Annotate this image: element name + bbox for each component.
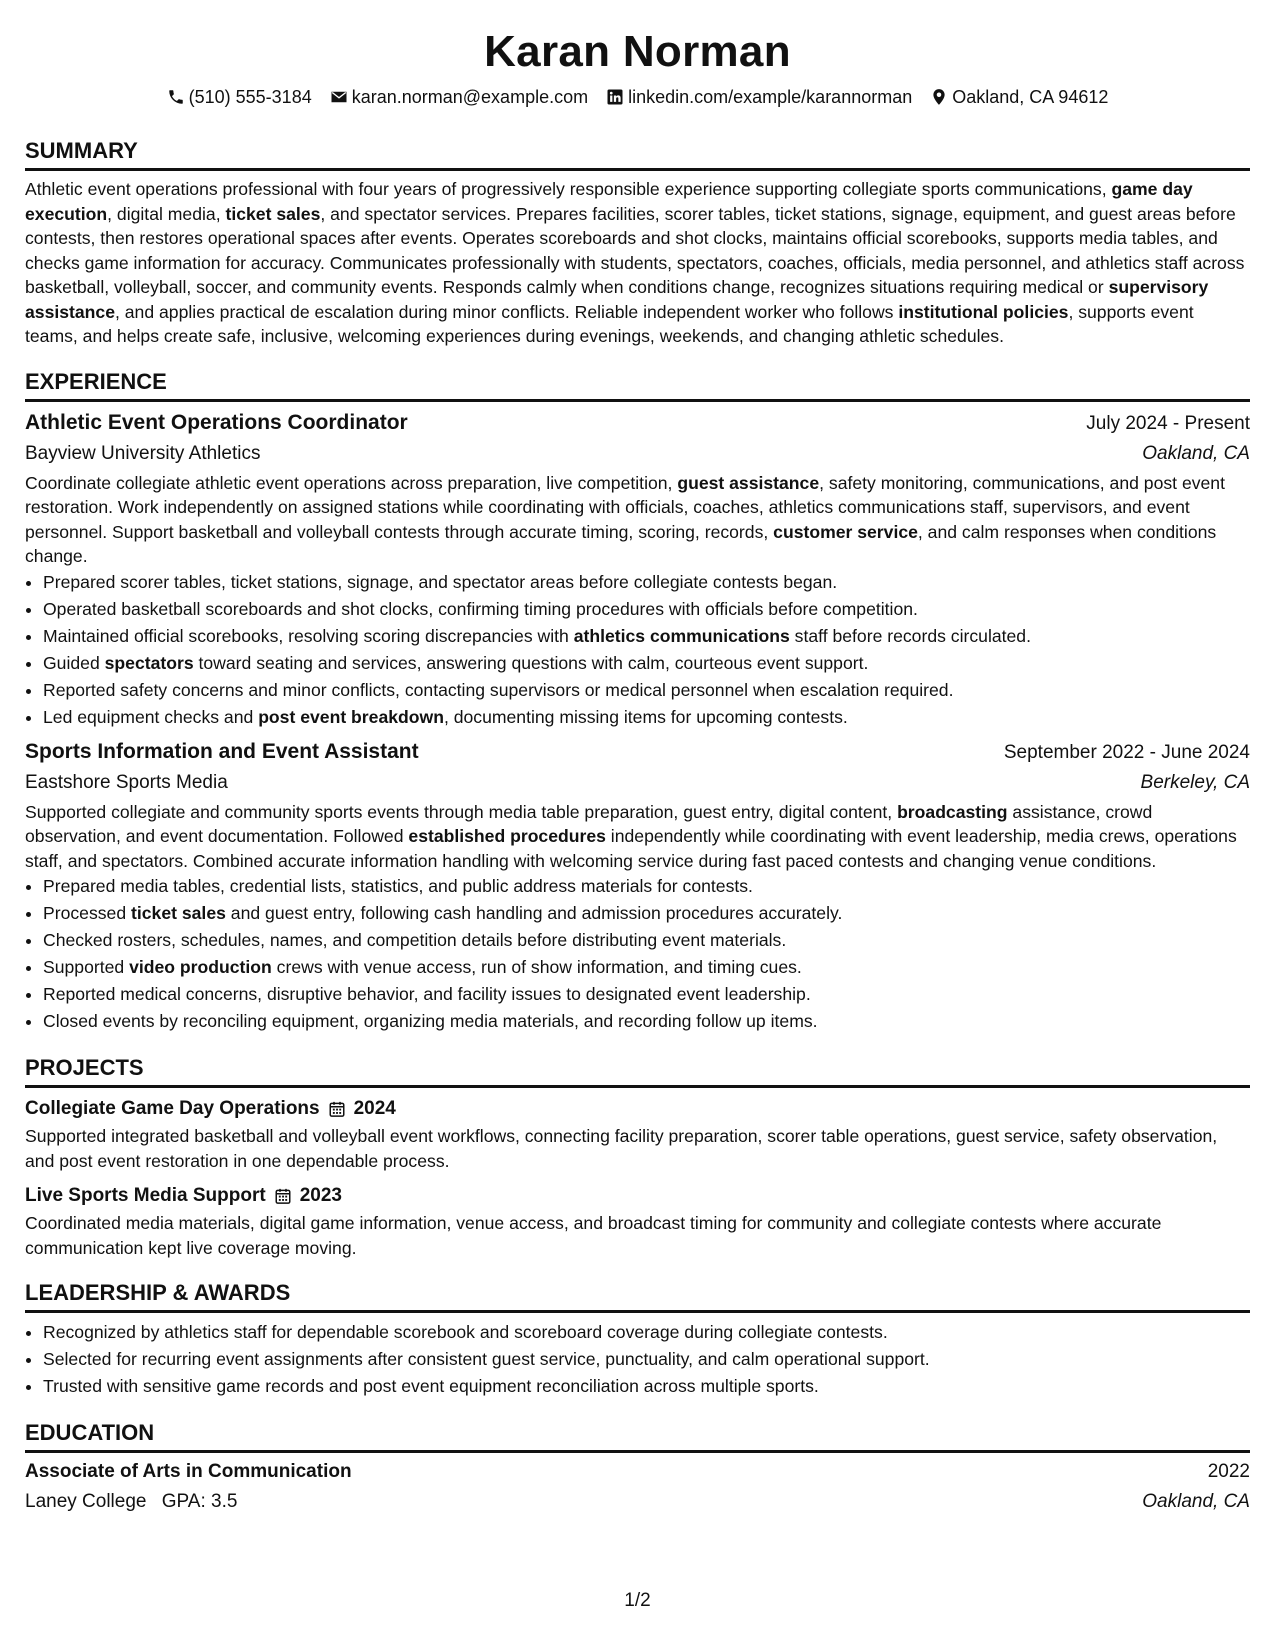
project-entry-1	[25, 1094, 1250, 1173]
list-item: • Guided spectators toward seating and services, answering questions with calm, courteous event support.	[43, 650, 1250, 677]
education-year: 2022	[1207, 1461, 1250, 1482]
education-heading: EDUCATION	[25, 1420, 1250, 1453]
summary-heading: SUMMARY	[25, 138, 1250, 171]
resume-page	[25, 18, 1250, 1517]
list-item: • Reported medical concerns, disruptive behavior, and facility issues to designated event leadership.	[43, 981, 1250, 1008]
phone-icon	[167, 88, 185, 106]
summary-text: Athletic event operations professional with four years of progressively responsible experience supporting collegiate sports communications, game day execution, digital media, ticket sales, and spectator services. Prepares facilities, scorer tables, ticket stations, signage, equipment, and guest areas before contests, then restores operational spaces after events. Operates scoreboards and shot clocks, maintains official scorebooks, supports media tables, and checks game information for accuracy. Communicates professionally with students, spectators, coaches, officials, media personnel, and athletics staff across basketball, volleyball, soccer, and community events. Responds calmly when conditions change, recognizes situations requiring medical or supervisory assistance, and applies practical de escalation during minor conflicts. Reliable independent worker who follows institutional policies, supports event teams, and helps create safe, inclusive, welcoming experiences during evenings, weekends, and changing athletic schedules.	[25, 179, 1245, 346]
bold-keyword: guest assistance	[677, 472, 820, 493]
project-title: Collegiate Game Day Operations	[25, 1098, 320, 1119]
job-bullets	[25, 569, 1250, 731]
location-pin-icon	[930, 88, 948, 106]
experience-entry-1	[25, 408, 1250, 731]
calendar-icon	[328, 1100, 346, 1118]
experience-entry-2	[25, 737, 1250, 1036]
bold-keyword: supervisory assistance	[25, 277, 1209, 322]
list-item: • Trusted with sensitive game records and post event equipment reconciliation across multiple sports.	[43, 1373, 1250, 1400]
bold-keyword: game day execution	[25, 179, 1193, 224]
list-item: • Reported safety concerns and minor conflicts, contacting supervisors or medical personnel when escalation required.	[43, 677, 1250, 704]
contact-email[interactable]	[330, 86, 588, 108]
job-location: Oakland, CA	[1142, 442, 1250, 464]
list-item: • Selected for recurring event assignments after consistent guest service, punctuality, and calm operational support.	[43, 1346, 1250, 1373]
contact-linkedin[interactable]	[606, 86, 912, 108]
bold-keyword: ticket sales	[131, 903, 226, 923]
school-name: Laney College	[25, 1491, 147, 1512]
bold-keyword: video production	[129, 957, 272, 977]
experience-heading: EXPERIENCE	[25, 369, 1250, 402]
contact-linkedin-text: linkedin.com/example/karannorman	[628, 87, 913, 107]
bold-keyword: customer service	[773, 521, 918, 542]
leadership-heading: LEADERSHIP & AWARDS	[25, 1280, 1250, 1313]
contact-phone-text: (510) 555-3184	[188, 87, 312, 107]
list-item: • Led equipment checks and post event breakdown, documenting missing items for upcoming contests.	[43, 704, 1250, 731]
leadership-bullets	[25, 1319, 1250, 1400]
bold-keyword: broadcasting	[897, 801, 1008, 822]
bold-keyword: ticket sales	[225, 203, 321, 224]
job-title: Athletic Event Operations Coordinator	[25, 410, 408, 434]
bold-keyword: institutional policies	[898, 301, 1069, 322]
job-date: September 2022 - June 2024	[1003, 741, 1250, 763]
job-location: Berkeley, CA	[1140, 771, 1250, 793]
bold-keyword: established procedures	[408, 826, 606, 846]
contact-location-text: Oakland, CA 94612	[952, 87, 1109, 107]
list-item: • Supported video production crews with venue access, run of show information, and timing cues.	[43, 954, 1250, 981]
contact-bar	[25, 86, 1250, 108]
education-location: Oakland, CA	[1142, 1491, 1250, 1512]
contact-email-text: karan.norman@example.com	[351, 87, 589, 107]
job-date: July 2024 - Present	[1086, 412, 1250, 434]
bold-keyword: spectators	[104, 652, 194, 673]
summary-section	[25, 138, 1250, 349]
list-item: • Recognized by athletics staff for dependable scorebook and scoreboard coverage during collegiate contests.	[43, 1319, 1250, 1346]
project-description: Supported integrated basketball and volleyball event workflows, connecting facility preparation, scorer table operations, guest service, safety observation, and post event restoration in one dependable process.	[25, 1126, 1218, 1171]
gpa: GPA: 3.5	[161, 1491, 238, 1512]
project-year: 2024	[353, 1098, 396, 1119]
experience-section	[25, 369, 1250, 1036]
job-description: Supported collegiate and community sports events through media table preparation, guest entry, digital content, broadcasting assistance, crowd observation, and event documentation. Followed established procedures independently while coordinating with event leadership, media crews, operations staff, and spectators. Combined accurate information handling with welcoming service during fast paced contests and changing venue conditions.	[25, 801, 1237, 871]
list-item: • Prepared media tables, credential lists, statistics, and public address materials for contests.	[43, 873, 1250, 900]
job-bullets	[25, 873, 1250, 1035]
linkedin-icon	[606, 88, 624, 106]
list-item: • Checked rosters, schedules, names, and competition details before distributing event materials.	[43, 927, 1250, 954]
education-section	[25, 1420, 1250, 1517]
projects-heading: PROJECTS	[25, 1055, 1250, 1088]
job-description: Coordinate collegiate athletic event operations across preparation, live competition, guest assistance, safety monitoring, communications, and post event restoration. Work independently on assigned stations while coordinating with officials, coaches, athletics communications staff, supervisors, and event personnel. Support basketball and volleyball contests through accurate timing, scoring, records, customer service, and calm responses when conditions change.	[25, 472, 1225, 566]
list-item: • Operated basketball scoreboards and shot clocks, confirming timing procedures with officials before competition.	[43, 596, 1250, 623]
calendar-icon	[274, 1187, 292, 1205]
project-entry-2	[25, 1181, 1250, 1260]
list-item: • Prepared scorer tables, ticket stations, signage, and spectator areas before collegiate contests began.	[43, 569, 1250, 596]
page-number: 1/2	[624, 1590, 651, 1611]
job-organization: Eastshore Sports Media	[25, 771, 228, 793]
project-description: Coordinated media materials, digital game information, venue access, and broadcast timing for community and collegiate contests where accurate communication kept live coverage moving.	[25, 1213, 1162, 1258]
candidate-name: Karan Norman	[484, 27, 791, 76]
degree-title: Associate of Arts in Communication	[25, 1461, 352, 1482]
envelope-icon	[330, 88, 348, 106]
project-year: 2023	[299, 1185, 342, 1206]
contact-location	[930, 86, 1108, 108]
projects-section	[25, 1055, 1250, 1260]
list-item: • Processed ticket sales and guest entry, following cash handling and admission procedures accurately.	[43, 900, 1250, 927]
bold-keyword: athletics communications	[573, 625, 790, 646]
list-item: • Closed events by reconciling equipment, organizing media materials, and recording follow up items.	[43, 1008, 1250, 1035]
job-organization: Bayview University Athletics	[25, 442, 261, 464]
contact-phone	[167, 86, 312, 108]
job-title: Sports Information and Event Assistant	[25, 739, 419, 763]
leadership-section	[25, 1280, 1250, 1400]
bold-keyword: post event breakdown	[258, 706, 444, 727]
list-item: • Maintained official scorebooks, resolving scoring discrepancies with athletics communications staff before records circulated.	[43, 623, 1250, 650]
project-title: Live Sports Media Support	[25, 1185, 266, 1206]
